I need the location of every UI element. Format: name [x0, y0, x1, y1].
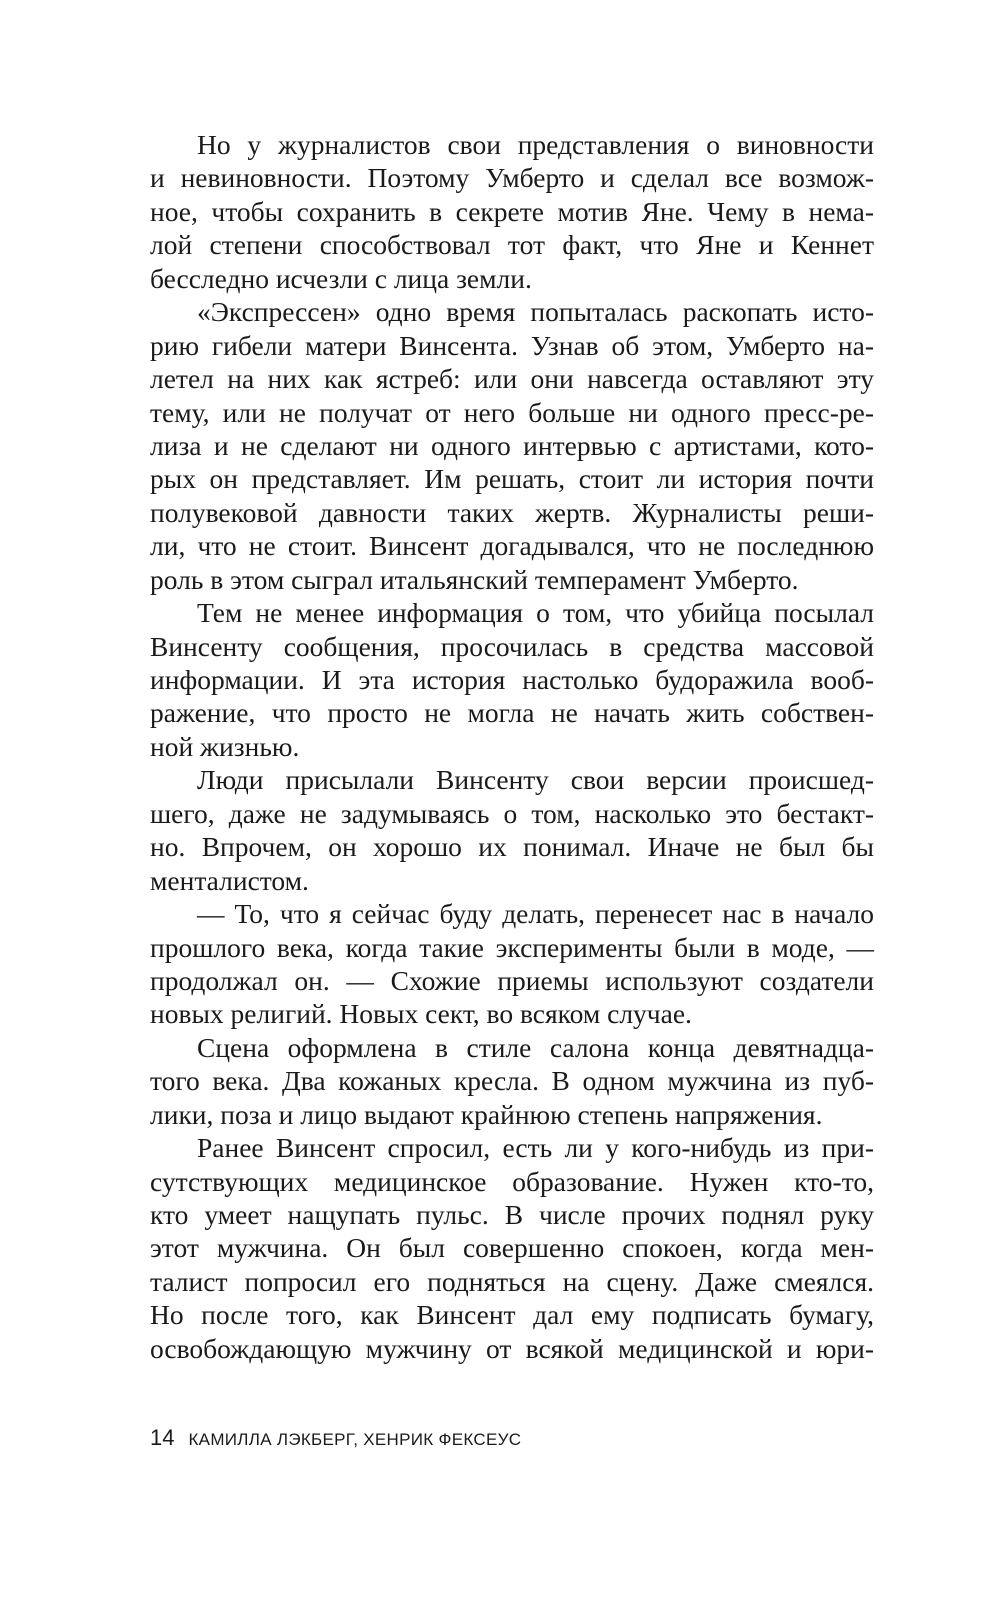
text-line: — То, что я сейчас буду делать, перенесет нас в начало [197, 898, 874, 930]
text-line: талист попросил его подняться на сцену. Даже смеялся. [150, 1265, 874, 1297]
text-line: информации. И эта история настолько будоражила вооб- [150, 664, 874, 695]
text-line: сутствующих медицинское образование. Нужен кто-то, [150, 1165, 874, 1197]
text-line: прошлого века, когда такие эксперименты были в моде, — [150, 931, 874, 963]
page-number: 14 [150, 1425, 175, 1450]
text-line: Сцена оформлена в стиле салона конца девятнадца- [197, 1031, 874, 1063]
text-line: Тем не менее информация о том, что убийца посылал [197, 597, 874, 629]
text-line: бесследно исчезли с лица земли. [150, 262, 532, 294]
text-line: роль в этом сыграл итальянский темперамент Умберто. [150, 563, 799, 595]
text-line: рию гибели матери Винсента. Узнав об этом, Умберто на- [150, 329, 874, 361]
text-line: кто умеет нащупать пульс. В числе прочих поднял руку [150, 1199, 874, 1230]
text-line: ли, что не стоит. Винсент догадывался, что не последнюю [150, 530, 874, 562]
text-line: летел на них как ястреб: или они навсегда оставляют эту [150, 363, 874, 395]
text-line: Люди присылали Винсенту свои версии происшед- [197, 764, 874, 796]
text-line: лиза и не сделают ни одного интервью с артистами, кото- [150, 429, 874, 461]
text-line: Но у журналистов свои представления о виновности [197, 129, 874, 160]
page-body [150, 128, 874, 1365]
text-line: Винсенту сообщения, просочилась в средства массовой [150, 630, 874, 662]
text-line: ной жизнью. [150, 730, 300, 762]
text-line: полувековой давности таких жертв. Журналисты реши- [150, 496, 874, 528]
running-footer-authors: КАМИЛЛА ЛЭКБЕРГ, ХЕНРИК ФЕКСЕУС [188, 1430, 522, 1449]
paragraph [150, 295, 874, 596]
text-line: продолжал он. — Схожие приемы используют создатели [150, 964, 874, 996]
page-footer [150, 1425, 521, 1451]
text-line: «Экспрессен» одно время попыталась раскопать исто- [197, 296, 874, 328]
text-line: этот мужчина. Он был совершенно спокоен, когда мен- [150, 1232, 874, 1264]
text-line: освобождающую мужчину от всякой медицинской и юри- [150, 1332, 874, 1364]
text-line: менталистом. [150, 864, 309, 896]
text-line: лой степени способствовал тот факт, что Яне и Кеннет [150, 229, 874, 261]
paragraph [150, 1031, 874, 1131]
text-line: ражение, что просто не могла не начать жить собствен- [150, 697, 874, 729]
paragraph [150, 596, 874, 763]
paragraph [150, 763, 874, 897]
paragraph [150, 1131, 874, 1365]
text-line: ное, чтобы сохранить в секрете мотив Яне. Чему в нема- [150, 195, 874, 227]
text-line: тему, или не получат от него больше ни одного пресс-ре- [150, 396, 874, 428]
text-line: рых он представляет. Им решать, стоит ли история почти [150, 463, 874, 495]
text-line: Ранее Винсент спросил, есть ли у кого-нибудь из при- [197, 1132, 874, 1164]
paragraph [150, 128, 874, 295]
text-line: но. Впрочем, он хорошо их понимал. Иначе не был бы [150, 831, 874, 863]
text-line: того века. Два кожаных кресла. В одном мужчина из пуб- [150, 1065, 874, 1097]
text-line: и невиновности. Поэтому Умберто и сделал все возмож- [150, 162, 874, 194]
text-line: Но после того, как Винсент дал ему подписать бумагу, [150, 1299, 874, 1331]
text-line: лики, поза и лицо выдают крайнюю степень напряжения. [150, 1098, 823, 1130]
text-line: шего, даже не задумываясь о том, насколько это бестакт- [150, 797, 874, 829]
paragraph [150, 897, 874, 1031]
text-line: новых религий. Новых сект, во всяком случае. [150, 998, 692, 1030]
